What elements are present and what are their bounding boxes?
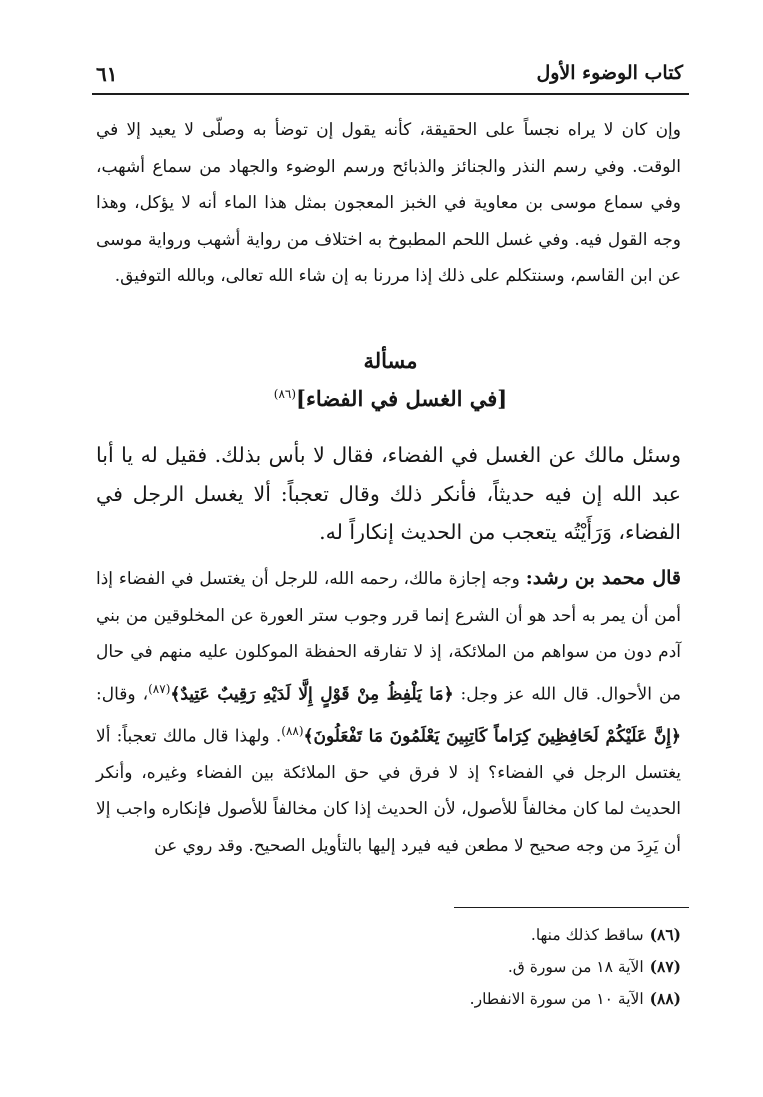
quran-verse-2: ﴿إِنَّ عَلَيْكُمْ لَحَافِظِينَ كِرَاماً كَاتِبِينَ يَعْلَمُونَ مَا تَفْعَلُونَ﴾	[303, 726, 681, 747]
author-label: قال محمد بن رشد:	[525, 567, 681, 589]
issue-title: مسألة	[363, 348, 418, 373]
footnote-text: ساقط كذلك منها.	[530, 926, 644, 944]
quran-verse-1: ﴿مَا يَلْفِظُ مِنْ قَوْلٍ إِلَّا لَدَيْهِ رَقِيبٌ عَتِيدٌ﴾	[170, 684, 454, 705]
footnote-divider	[454, 907, 689, 908]
footnote-item	[470, 919, 681, 951]
footnote-item	[470, 983, 681, 1015]
footnote-number: (٨٧)	[649, 957, 681, 976]
header-divider	[92, 93, 689, 95]
commentary-text-b: ، وقال:	[96, 684, 149, 705]
footnote-text: الآية ١٨ من سورة ق.	[507, 958, 644, 976]
footnote-number: (٨٨)	[649, 989, 681, 1008]
footnote-number: (٨٦)	[649, 925, 681, 944]
footnote-ref-87: (٨٧)	[148, 681, 171, 696]
paragraph-question: وسئل مالك عن الغسل في الفضاء، فقال لا بأس بذلك. فقيل له يا أبا عبد الله إن فيه حديثاً، فأنكر ذلك وقال تعجباً: ألا يغسل الرجل في الفضاء، وَرَأَيْتُه يتعجب من الحديث إنكاراً له.	[96, 443, 681, 544]
paragraph-continuation: وإن كان لا يراه نجساً على الحقيقة، كأنه يقول إن توضأ به وصلّى لا يعيد إلا في الوقت. وفي رسم النذر والجنائز والذبائح ورسم الوضوء والجهاد من سماع أشهب، وفي سماع موسى بن معاوية في الخبز المعجون بمثل هذا الماء أنه لا يؤكل، وهذا وجه القول فيه. وفي غسل اللحم المطبوخ به اختلاف من رواية أشهب ورواية موسى عن ابن القاسم، وسنتكلم على ذلك إذا مررنا به إن شاء الله تعالى، وبالله التوفيق.	[96, 120, 681, 286]
commentary-text-a: وجه إجازة مالك، رحمه الله، للرجل أن يغتسل في الفضاء إذا أمن أن يمر به أحد هو أن الشرع إنما قرر وجوب ستر العورة عن المخلوقين من بني آدم دون من سواهم من الملائكة، إذ لا تفارقه الحفظة الموكلون عليه منهم في حال من الأحوال. قال الله عز وجل:	[96, 569, 681, 705]
page-number: ٦١	[96, 62, 118, 86]
commentary-text-c: . ولهذا قال مالك تعجباً: ألا يغتسل الرجل في الفضاء؟ إذ لا فرق في حق الملائكة بين الفضاء وغيره، وأنكر الحديث لما كان مخالفاً للأصول، لأن الحديث إذا كان مخالفاً للأصول فإنكاره واجب إلا أن يَرِدَ من وجه صحيح لا مطعن فيه فيرد إليها بالتأويل الصحيح. وقد روي عن	[96, 726, 681, 856]
footnote-ref-88: (٨٨)	[281, 723, 304, 738]
footnote-ref-86: (٨٦)	[273, 387, 297, 401]
footnote-item	[470, 951, 681, 983]
footnote-text: الآية ١٠ من سورة الانفطار.	[469, 990, 644, 1008]
issue-heading-text: [في الغسل في الفضاء]	[296, 386, 508, 411]
issue-heading	[92, 386, 689, 411]
paragraph-commentary	[96, 560, 681, 864]
footnotes	[470, 919, 681, 1015]
running-title: كتاب الوضوء الأول	[536, 62, 683, 84]
